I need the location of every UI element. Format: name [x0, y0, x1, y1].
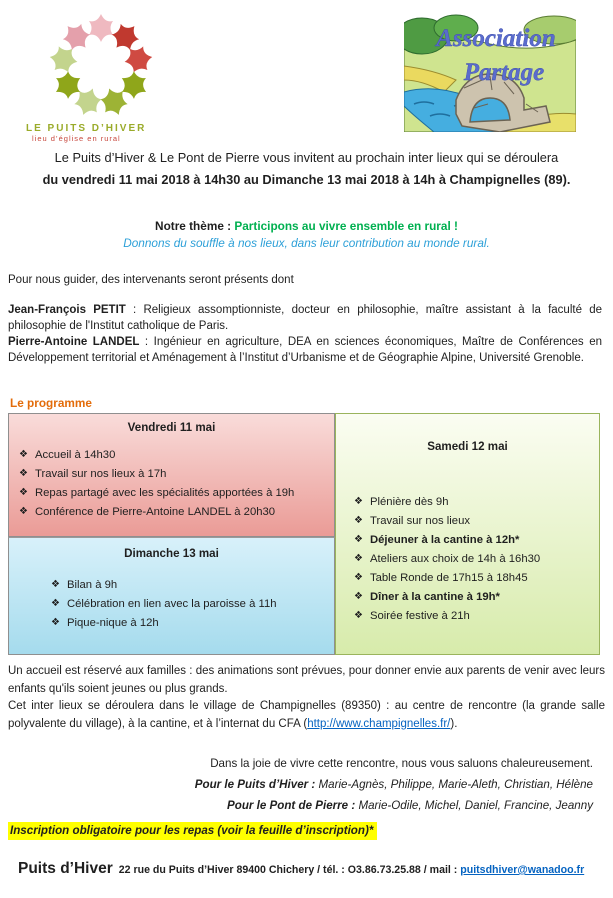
program-item-text: Déjeuner à la cantine à 12h* — [369, 534, 520, 546]
program-item — [354, 590, 599, 604]
footer-email-link[interactable]: puitsdhiver@wanadoo.fr — [460, 864, 585, 876]
program-cell-sunday — [8, 537, 335, 655]
title-line-1: Le Puits d’Hiver & Le Pont de Pierre vous invitent au prochain inter lieux qui se déroulera — [54, 150, 559, 165]
program-item-text: Travail sur nos lieux à 17h — [34, 468, 167, 480]
association-partage-logo — [404, 14, 576, 132]
program-item-text: Dîner à la cantine à 19h* — [369, 591, 500, 603]
bridge-landscape-icon — [404, 14, 576, 132]
program-cell-saturday — [335, 413, 600, 655]
program-item — [354, 552, 599, 566]
theme-block — [0, 219, 613, 250]
friday-items — [9, 448, 334, 519]
puits-logo-tagline: lieu d’église en rural — [32, 134, 121, 143]
diamond-bullet-icon: ❖ — [354, 515, 363, 526]
saturday-title: Samedi 12 mai — [427, 440, 508, 453]
program-item-text: Repas partagé avec les spécialités apportées à 19h — [34, 487, 295, 499]
program-item — [19, 448, 334, 462]
closing-pont-names: Marie-Odile, Michel, Daniel, Francine, Jeanny — [355, 799, 593, 812]
sunday-title: Dimanche 13 mai — [124, 547, 219, 560]
program-item — [19, 486, 334, 500]
closing-block — [120, 753, 593, 816]
closing-pont-label: Pour le Pont de Pierre : — [227, 799, 356, 812]
speaker-1-name: Jean-François PETIT — [8, 304, 126, 316]
closing-pont-line — [120, 795, 593, 816]
diamond-bullet-icon: ❖ — [354, 572, 363, 583]
closing-puits-names: Marie-Agnès, Philippe, Marie-Aleth, Christian, Hélène — [315, 778, 593, 791]
diamond-bullet-icon: ❖ — [19, 449, 28, 460]
closing-puits-label: Pour le Puits d’Hiver : — [194, 778, 316, 791]
friday-title: Vendredi 11 mai — [127, 421, 216, 434]
closing-puits-line — [120, 774, 593, 795]
puits-logo-name: LE PUITS D’HIVER — [26, 123, 147, 134]
venue-text-before: Cet inter lieux se déroulera dans le village de Champignelles (89350) : au centre de rencontre (la grande salle polyvalente du village), à la cantine, et à l’internat du CFA ( — [8, 700, 605, 730]
families-paragraph: Un accueil est réservé aux familles : des animations sont prévues, pour donner envie aux parents de venir avec leurs enfants qu'ils soient jeunes ou plus grands. — [8, 665, 605, 695]
puits-dhiver-logo — [26, 10, 181, 150]
people-circle-icon — [26, 10, 176, 122]
program-item-text: Plénière dès 9h — [369, 496, 449, 508]
program-item — [354, 495, 599, 509]
diamond-bullet-icon: ❖ — [51, 598, 60, 609]
program-item-text: Conférence de Pierre-Antoine LANDEL à 20h30 — [34, 506, 276, 518]
program-cell-friday — [8, 413, 335, 537]
theme-line — [0, 219, 613, 233]
program-item-text: Bilan à 9h — [66, 579, 118, 591]
program-item — [51, 597, 334, 611]
saturday-items — [336, 495, 599, 623]
diamond-bullet-icon: ❖ — [19, 506, 28, 517]
registration-notice-text: Inscription obligatoire pour les repas (voir la feuille d’inscription)* — [8, 822, 377, 840]
program-item — [19, 505, 334, 519]
footer-org-name: Puits d’Hiver — [18, 860, 113, 877]
diamond-bullet-icon: ❖ — [354, 496, 363, 507]
diamond-bullet-icon: ❖ — [354, 553, 363, 564]
footer-contact-details: 22 rue du Puits d’Hiver 89400 Chichery / tél. : O3.86.73.25.88 / mail : — [118, 864, 461, 876]
programme-heading: Le programme — [10, 396, 92, 410]
body-paragraphs — [8, 663, 605, 733]
theme-subtitle: Donnons du souffle à nos lieux, dans leur contribution au monde rural. — [123, 236, 490, 250]
diamond-bullet-icon: ❖ — [51, 617, 60, 628]
program-item-text: Travail sur nos lieux — [369, 515, 471, 527]
invitation-title — [0, 150, 613, 187]
program-item — [354, 533, 599, 547]
program-item-text: Accueil à 14h30 — [34, 449, 116, 461]
program-item — [354, 514, 599, 528]
program-item-text: Pique-nique à 12h — [66, 617, 159, 629]
theme-label: Notre thème : — [155, 219, 232, 233]
diamond-bullet-icon: ❖ — [354, 610, 363, 621]
sunday-items — [9, 578, 334, 630]
speaker-2-desc: : Ingénieur en agriculture, DEA en sciences économiques, Maître de Conférences en Développement territorial et Aménagement à l’Institut d’Urbanisme et de Géographie Alpine, Université Grenoble. — [8, 336, 602, 364]
theme-value: Participons au vivre ensemble en rural ! — [234, 219, 458, 233]
program-item — [51, 616, 334, 630]
program-item — [354, 571, 599, 585]
venue-paragraph — [8, 698, 605, 733]
diamond-bullet-icon: ❖ — [51, 579, 60, 590]
footer — [18, 860, 604, 878]
diamond-bullet-icon: ❖ — [19, 468, 28, 479]
registration-notice — [8, 822, 377, 840]
closing-line-1: Dans la joie de vivre cette rencontre, nous vous saluons chaleureusement. — [210, 757, 593, 770]
program-item-text: Soirée festive à 21h — [369, 610, 470, 622]
diamond-bullet-icon: ❖ — [354, 591, 363, 602]
venue-text-after: ). — [450, 717, 458, 730]
program-item — [51, 578, 334, 592]
program-item-text: Table Ronde de 17h15 à 18h45 — [369, 572, 528, 584]
program-item-text: Célébration en lien avec la paroisse à 11h — [66, 598, 277, 610]
champignelles-link[interactable]: http://www.champignelles.fr/ — [307, 717, 451, 730]
intro-text: Pour nous guider, des intervenants seront présents dont — [8, 274, 294, 286]
speakers-paragraph — [8, 302, 602, 366]
speaker-1-desc: : Religieux assomptionniste, docteur en philosophie, maître assistant à la faculté de philosophie de l'Institut catholique de Paris. — [8, 304, 603, 332]
partage-logo-line2: Partage — [463, 59, 545, 86]
title-line-2: du vendredi 11 mai 2018 à 14h30 au Dimanche 13 mai 2018 à 14h à Champignelles (89). — [42, 172, 571, 187]
program-item — [354, 609, 599, 623]
program-item-text: Ateliers aux choix de 14h à 16h30 — [369, 553, 541, 565]
diamond-bullet-icon: ❖ — [354, 534, 363, 545]
diamond-bullet-icon: ❖ — [19, 487, 28, 498]
program-item — [19, 467, 334, 481]
partage-logo-line1: Association — [436, 25, 556, 52]
speaker-2-name: Pierre-Antoine LANDEL — [8, 336, 140, 348]
